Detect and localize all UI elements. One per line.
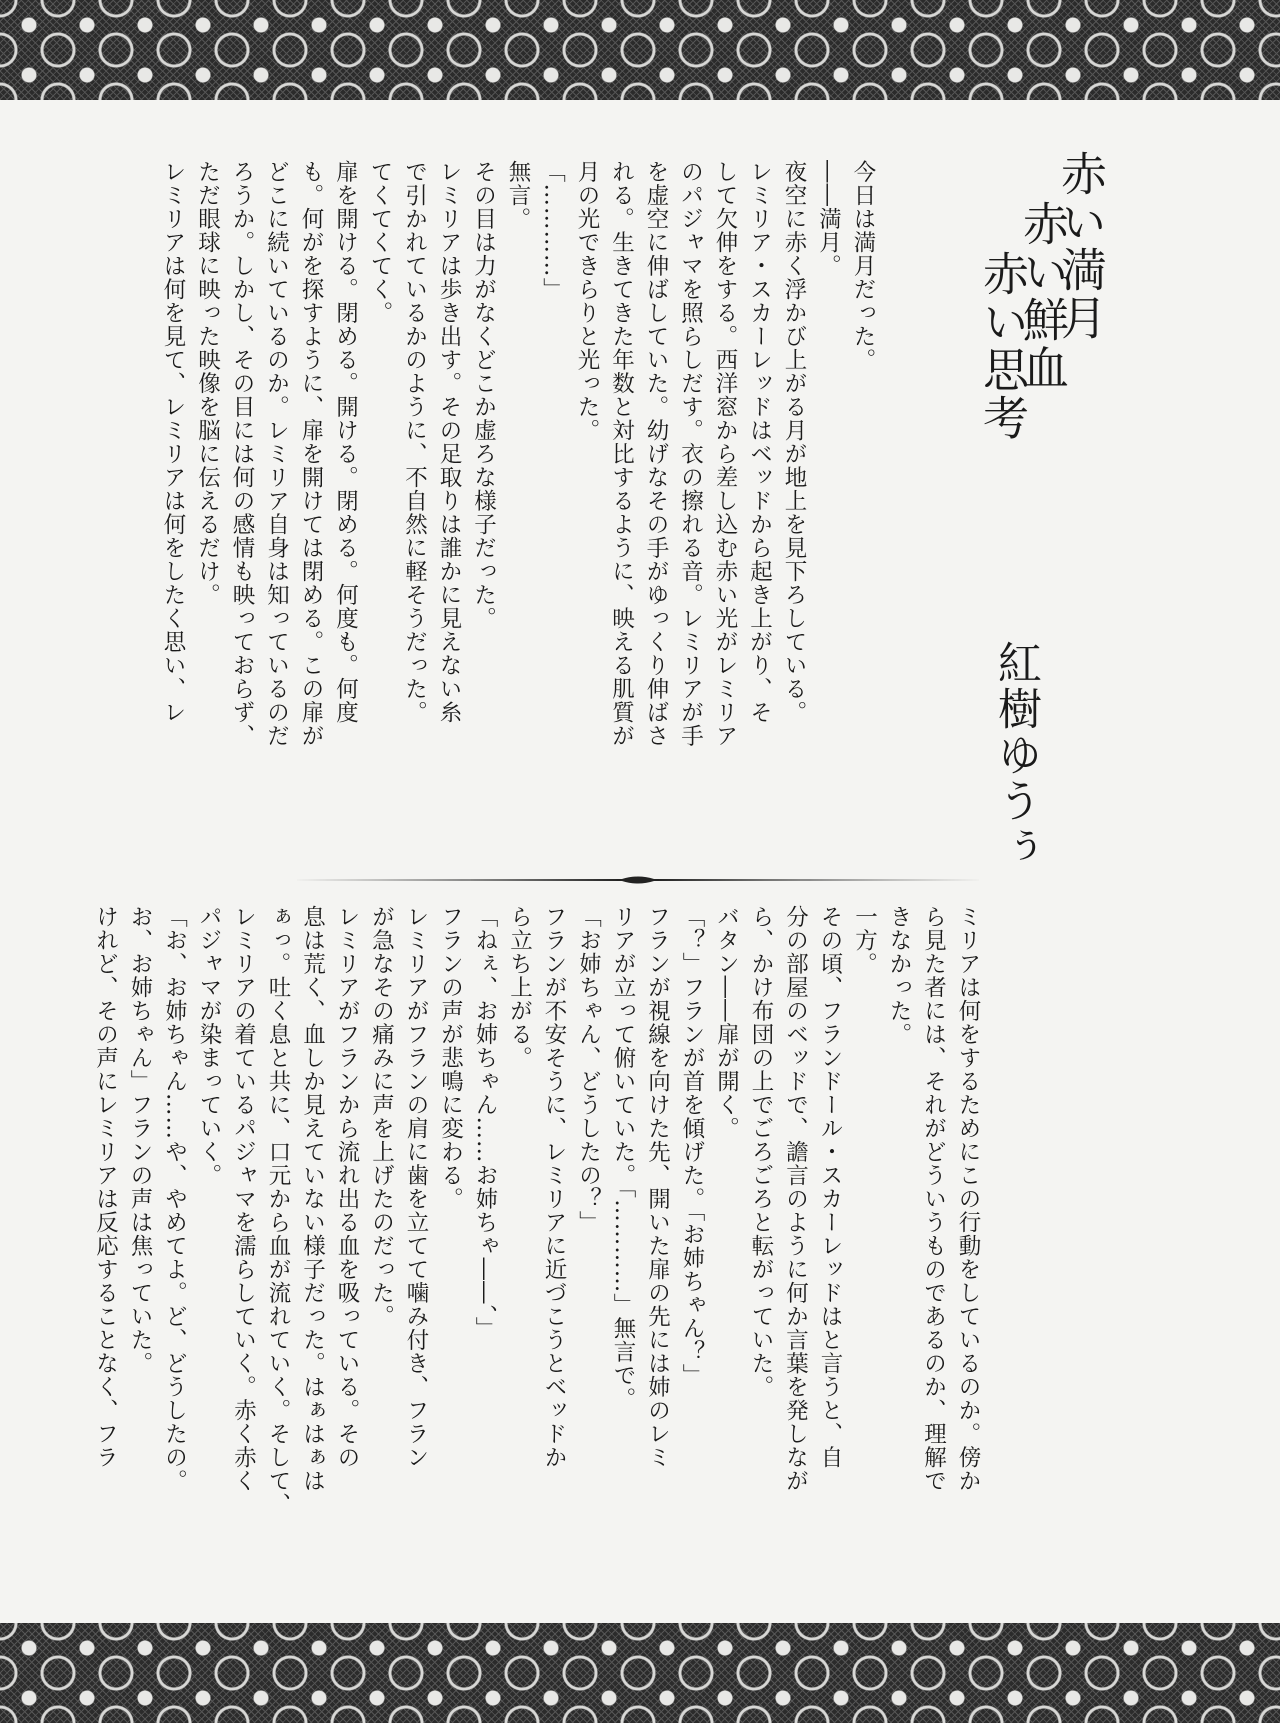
- text-line: も。何がを探すように、扉を開けては閉める。この扉が: [298, 160, 324, 748]
- text-line: して欠伸をする。西洋窓から差し込む赤い光がレミリア: [712, 160, 738, 748]
- title-line-2: 赤い鮮血: [1016, 200, 1070, 392]
- text-line: その目は力がなくどこか虚ろな様子だった。: [470, 160, 497, 630]
- text-line: 息は荒く、血しか見えていない様子だった。はぁはぁは: [299, 905, 326, 1493]
- text-line: どこに続いているのか。レミリア自身は知っているのだ: [263, 160, 290, 748]
- text-line: を虚空に伸ばしていた。幼げなその手がゆっくり伸ばさ: [643, 160, 669, 748]
- text-line: 今日は満月だった。: [850, 160, 876, 372]
- text-line: ――満月。: [815, 160, 842, 278]
- text-line: レミリアは歩き出す。その足取りは誰かに見えない糸: [436, 160, 462, 724]
- lace-border-top: [0, 0, 1280, 100]
- text-line: 分の部屋のベッドで、譫言のように何か言葉を発しなが: [782, 905, 809, 1493]
- text-line: きなかった。: [886, 905, 912, 1046]
- text-line: で引かれているかのように、不自然に軽そうだった。: [401, 160, 428, 724]
- story-text-top: [160, 160, 880, 840]
- text-line: その頃、フランドール・スカーレッドはと言うと、自: [817, 905, 843, 1469]
- text-line: リアが立って俯いていた。「…………」無言で。: [610, 905, 636, 1411]
- text-line: けれど、その声にレミリアは反応することなく、フラ: [92, 905, 119, 1469]
- text-line: れる。生きてきた年数と対比するように、映える肌質が: [608, 160, 635, 748]
- story-text-bottom: [92, 905, 985, 1605]
- text-line: 「お姉ちゃん、どうしたの？」: [575, 905, 602, 1234]
- text-line: 一方。: [851, 905, 878, 976]
- text-line: 夜空に赤く浮かび上がる月が地上を見下ろしている。: [781, 160, 807, 724]
- author-name: 紅樹ゆうぅ: [990, 640, 1041, 870]
- text-line: レミリアは何を見て、レミリアは何をしたく思い、レ: [160, 160, 186, 724]
- text-line: お、お姉ちゃん」フランの声は焦っていた。: [127, 905, 153, 1375]
- text-line: のパジャマを照らしだす。衣の擦れる音。レミリアが手: [677, 160, 704, 748]
- text-line: ただ眼球に映った映像を脳に伝えるだけ。: [194, 160, 221, 607]
- text-line: ろうか。しかし、その目には何の感情も映っておらず、: [229, 160, 255, 748]
- text-line: バタン――扉が開く。: [713, 905, 740, 1140]
- title-line-1: 赤い満月: [1054, 150, 1108, 342]
- text-line: レミリアの着ているパジャマを濡らしていく。赤く赤く: [230, 905, 257, 1493]
- text-line: パジャマが染まっていく。: [196, 905, 222, 1187]
- text-line: が急なその痛みに声を上げたのだった。: [368, 905, 395, 1328]
- text-line: レミリアがフランから流れ出る血を吸っている。その: [334, 905, 360, 1469]
- text-line: 「ねぇ、お姉ちゃん……お姉ちゃ――、」: [472, 905, 498, 1341]
- text-line: 「…………」: [539, 160, 566, 301]
- text-line: ら立ち上がる。: [506, 905, 533, 1070]
- text-line: 「？」フランが首を傾げた。「お姉ちゃん？」: [679, 905, 705, 1388]
- lace-border-bottom: [0, 1623, 1280, 1723]
- text-line: ミリアは何をするためにこの行動をしているのか。傍か: [955, 905, 981, 1493]
- text-line: 「お、お姉ちゃん……や、やめてよ。ど、どうしたの。: [161, 905, 188, 1493]
- text-line: フランの声が悲鳴に変わる。: [437, 905, 464, 1211]
- text-line: 無言。: [505, 160, 531, 231]
- text-line: ぁっ。吐く息と共に、口元から血が流れていく。そして、: [265, 905, 291, 1516]
- text-line: フランが視線を向けた先、開いた扉の先には姉のレミ: [644, 905, 671, 1469]
- text-line: てくてくてく。: [367, 160, 393, 325]
- text-line: レミリアがフランの肩に歯を立てて噛み付き、フラン: [403, 905, 429, 1469]
- text-line: フランが不安そうに、レミリアに近づこうとベッドか: [541, 905, 567, 1469]
- text-line: ら見た者には、それがどういうものであるのか、理解で: [920, 905, 947, 1493]
- text-line: 扉を開ける。閉める。開ける。閉める。何度も。何度: [332, 160, 359, 724]
- title-line-3: 赤い思考: [976, 250, 1030, 442]
- text-line: ら、かけ布団の上でごろごろと転がっていた。: [748, 905, 774, 1399]
- section-divider: [292, 874, 984, 886]
- text-line: レミリア・スカーレッドはベッドから起き上がり、そ: [746, 160, 773, 724]
- story-title: [976, 150, 1110, 490]
- text-line: 月の光できらりと光った。: [574, 160, 600, 442]
